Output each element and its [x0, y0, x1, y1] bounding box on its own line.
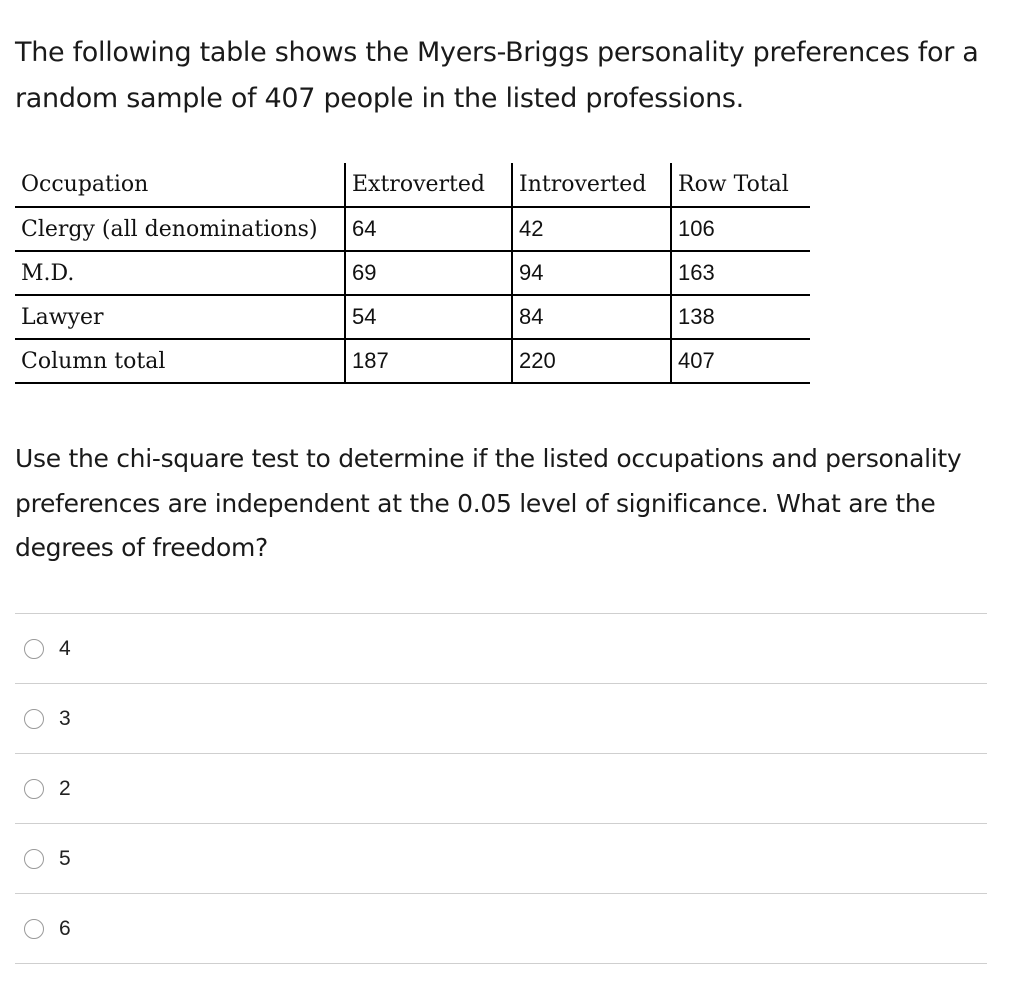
contingency-table — [15, 163, 810, 384]
table-cell: 106 — [671, 207, 810, 251]
table-cell: 54 — [345, 295, 512, 339]
table-cell: 163 — [671, 251, 810, 295]
table-header-row — [15, 163, 810, 207]
question-text: Use the chi-square test to determine if the listed occupations and personality preferences are independent at the 0.05 level of significance. What are the degrees of freedom? — [15, 444, 962, 562]
answer-option-label: 6 — [59, 916, 71, 940]
intro-text: The following table shows the Myers-Briggs personality preferences for a random sample of 407 people in the listed professions. — [15, 37, 979, 114]
radio-button[interactable] — [24, 849, 44, 869]
table-cell: 138 — [671, 295, 810, 339]
table-cell: 42 — [512, 207, 671, 251]
answer-option[interactable] — [15, 614, 987, 684]
answer-option-label: 5 — [59, 846, 71, 870]
table-cell: 64 — [345, 207, 512, 251]
answer-option-label: 2 — [59, 776, 71, 800]
radio-button[interactable] — [24, 709, 44, 729]
table-cell: 220 — [512, 339, 671, 383]
table-cell: 187 — [345, 339, 512, 383]
table-row — [15, 251, 810, 295]
table-cell: Column total — [15, 339, 345, 383]
table-cell: 94 — [512, 251, 671, 295]
column-header: Introverted — [512, 163, 671, 207]
table-row — [15, 295, 810, 339]
answer-option[interactable] — [15, 894, 987, 964]
answer-option[interactable] — [15, 684, 987, 754]
radio-button[interactable] — [24, 919, 44, 939]
answer-options — [15, 613, 987, 964]
radio-button[interactable] — [24, 639, 44, 659]
column-header: Row Total — [671, 163, 810, 207]
column-header: Extroverted — [345, 163, 512, 207]
table-cell: M.D. — [15, 251, 345, 295]
table-cell: 84 — [512, 295, 671, 339]
table-cell: Lawyer — [15, 295, 345, 339]
table-cell: Clergy (all denominations) — [15, 207, 345, 251]
column-header: Occupation — [15, 163, 345, 207]
table-cell: 69 — [345, 251, 512, 295]
table-cell: 407 — [671, 339, 810, 383]
answer-option[interactable] — [15, 754, 987, 824]
table-total-row — [15, 339, 810, 383]
answer-option[interactable] — [15, 824, 987, 894]
answer-option-label: 3 — [59, 706, 71, 730]
answer-option-label: 4 — [59, 636, 71, 660]
radio-button[interactable] — [24, 779, 44, 799]
table-row — [15, 207, 810, 251]
